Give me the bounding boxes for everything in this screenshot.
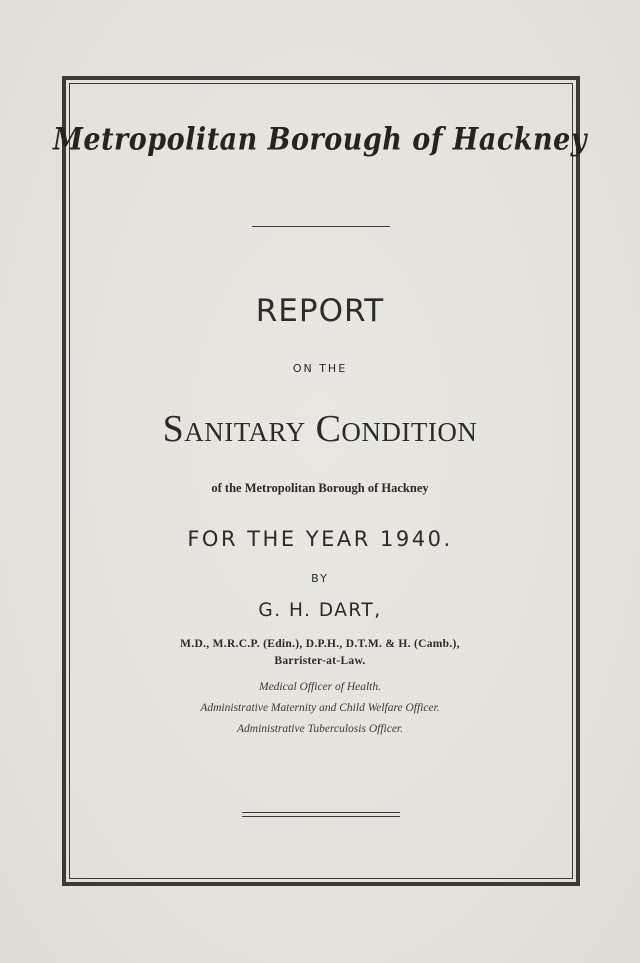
author-role: Administrative Maternity and Child Welfare Officer. [200, 702, 440, 714]
subject-title: Sanitary Condition [162, 408, 478, 450]
divider-rule [252, 226, 390, 227]
borough-heading: Metropolitan Borough of Hackney [53, 121, 587, 158]
by-text: BY [311, 572, 329, 585]
year-title: FOR THE YEAR 1940. [187, 527, 453, 551]
author-barrister: Barrister-at-Law. [274, 655, 366, 667]
on-the-text: ON THE [292, 362, 348, 375]
author-name: G. H. DART, [258, 600, 382, 621]
author-role: Administrative Tuberculosis Officer. [237, 723, 403, 735]
author-role: Medical Officer of Health. [259, 681, 381, 693]
author-qualifications: M.D., M.R.C.P. (Edin.), D.P.H., D.T.M. & H. (Camb.), [180, 638, 460, 650]
closing-rule-bottom [242, 816, 400, 817]
report-title: REPORT [255, 293, 385, 329]
locality-text: of the Metropolitan Borough of Hackney [211, 481, 429, 495]
closing-rule-top [242, 812, 400, 813]
